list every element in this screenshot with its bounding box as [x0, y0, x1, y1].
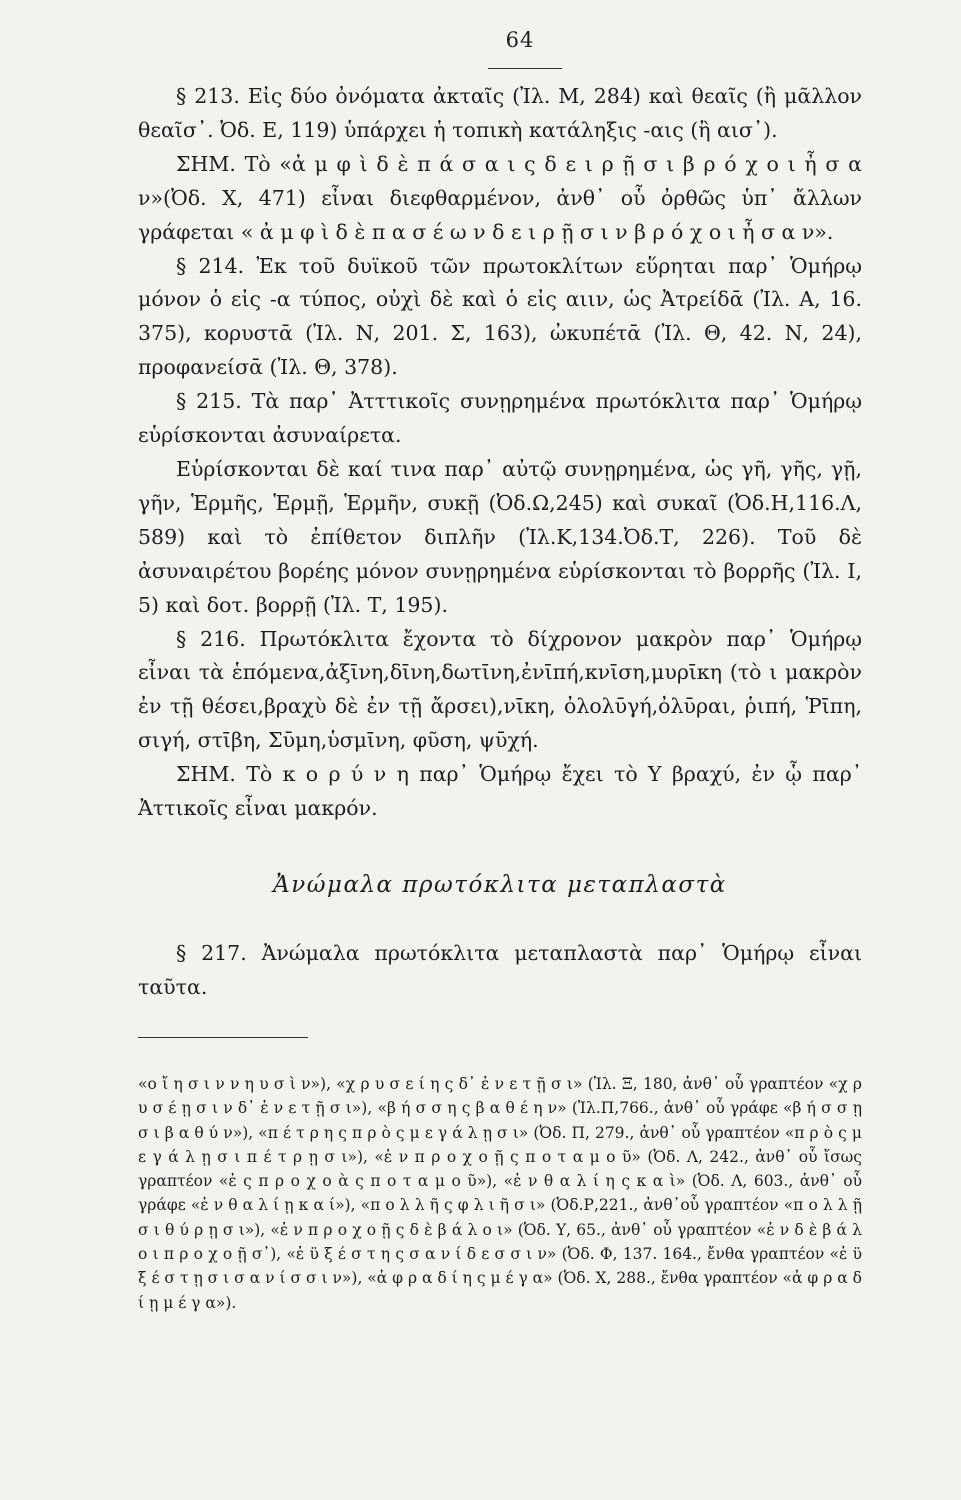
page-number: 64 [505, 28, 535, 52]
header-rule [488, 68, 562, 69]
section-213: § 213. Εἰς δύο ὀνόματα ἀκταῖς (Ἰλ. Μ, 284) καὶ θεαῖς (ἢ μᾶλλον θεαῖσ᾽. Ὀδ. Ε, 119) ὑπάρχει ἡ τοπικὴ κατάληξις -αις (ἢ αισ᾽). [138, 84, 862, 142]
section-215: § 215. Τὰ παρ᾽ Ἀτττικοῖς συνῃρημένα πρωτόκλιτα παρ᾽ Ὁμήρῳ εὑρίσκονται ἀσυναίρετα. [138, 389, 862, 448]
section-217-block [138, 936, 862, 1004]
main-text [138, 80, 862, 826]
section-214: § 214. Ἐκ τοῦ δυϊκοῦ τῶν πρωτοκλίτων εὕρηται παρ᾽ Ὁμήρῳ μόνον ὁ εἰς -α τύπος, οὐχὶ δὲ καὶ ὁ εἰς αιιν, ὡς Ἀτρείδᾱ (Ἰλ. Α, 16. 375), κορυστᾱ (Ἰλ. Ν, 201. Σ, 163), ὠκυπέτᾱ (Ἰλ. Θ, 42. Ν, 24), προφανείσᾱ (Ἰλ. Θ, 378). [138, 253, 862, 380]
section-heading: Ἀνώμαλα πρωτόκλιτα μεταπλαστὰ [273, 872, 727, 898]
footnote [138, 1072, 862, 1315]
footnote-rule [138, 1037, 308, 1038]
section-216: § 216. Πρωτόκλιτα ἔχοντα τὸ δίχρονον μακρὸν παρ᾽ Ὁμήρῳ εἶναι τὰ ἑπόμενα,ἀξῑνη,δῑνη,δωτῑνη,ἐνῑπή,κνῑση,μυρῑκη (τὸ ι μακρὸν ἐν τῇ θέσει,βραχὺ δὲ ἐν τῇ ἄρσει),νῑκη, ὀλολῡγή,ὀλῡραι, ῥιπή, Ῥῑπη, σιγή, στῑβη, Σῡμη,ὑσμῑνη, φῦση, ψῡχή. [138, 626, 862, 753]
note-216: ΣΗΜ. Τὸ κ ο ρ ύ ν η παρ᾽ Ὁμήρῳ ἔχει τὸ Υ βραχύ, ἐν ᾧ παρ᾽ Ἀττικοῖς εἶναι μακρόν. [138, 762, 862, 821]
section-215-cont: Εὑρίσκονται δὲ καί τινα παρ᾽ αὐτῷ συνῃρημένα, ὡς γῆ, γῆς, γῇ, γῆν, Ἑρμῆς, Ἑρμῇ, Ἑρμῆν, συκῇ (Ὀδ.Ω,245) καὶ συκαῖ (Ὀδ.Η,116.Λ, 589) καὶ τὸ ἐπίθετον διπλῆν (Ἰλ.Κ,134.Ὀδ.Τ, 226). Τοῦ δὲ ἀσυναιρέτου βορέης μόνον συνῃρημένα εὑρίσκονται τὸ βορρῆς (Ἰλ. Ι, 5) καὶ δοτ. βορρῇ (Ἰλ. Τ, 195). [138, 456, 862, 617]
footnote-text: «ο ἴ η σ ι ν ν η υ σ ὶ ν»), «χ ρ υ σ ε ί η ς δ᾽ ἐ ν ε τ ῇ σ ι» (Ἰλ. Ξ, 180, ἀνθ᾽ οὗ γραπτέον «χ ρ υ σ έ ῃ σ ι ν δ᾽ ἐ ν ε τ ῇ σ ι»), «β ή σ σ η ς β α θ έ η ν» (Ἰλ.Π,766., ἀνθ᾽ οὗ γράφε «β ή σ σ ῃ σ ι β α θ ύ ν»), «π έ τ ρ η ς π ρ ὸ ς μ ε γ ά λ ῃ σ ι» (Ὀδ. Π, 279., ἀνθ᾽ οὗ γραπτέον «π ρ ὸ ς μ ε γ ά λ ῃ σ ι π έ τ ρ ῃ σ ι»), «ἐ ν π ρ ο χ ο ῇ ς π ο τ α μ ο ῦ» (Ὀδ. Λ, 242., ἀνθ᾽ οὗ ἴσως γραπτέον «ἐ ς π ρ ο χ ο ὰ ς π ο τ α μ ο ῦ»), «ἐ ν θ α λ ί η ς κ α ὶ» (Ὀδ. Λ, 603., ἀνθ᾽ οὗ γράφε «ἐ ν θ α λ ί ῃ κ α ί»), «π ο λ λ ῆ ς φ λ ι ῆ σ ι» (Ὀδ.Ρ,221., ἀνθ᾽οὗ γραπτέον «π ο λ λ ῇ σ ι θ ύ ρ ῃ σ ι»), «ἐ ν π ρ ο χ ο ῇ ς δ ὲ β ά λ ο ι» (Ὀδ. Υ, 65., ἀνθ᾽ οὗ γραπτέον «ἐ ν δ ὲ β ά λ ο ι π ρ ο χ ο ῇ σ᾽), «ἐ ϋ ξ έ σ τ η ς σ α ν ί δ ε σ σ ι ν» (Ὀδ. Φ, 137. 164., ἔνθα γραπτέον «ἐ ϋ ξ έ σ τ ῃ σ ι σ α ν ί σ σ ι ν»), «ἀ φ ρ α δ ί η ς μ έ γ α» (Ὀδ. Χ, 288., ἔνθα γραπτέον «ἀ φ ρ α δ ί ῃ μ έ γ α»). [138, 1075, 862, 1312]
section-217: § 217. Ἀνώμαλα πρωτόκλιτα μεταπλαστὰ παρ᾽ Ὁμήρῳ εἶναι ταῦτα. [138, 941, 862, 999]
note-213: ΣΗΜ. Τὸ «ἀ μ φ ὶ δ ὲ π ά σ α ι ς δ ε ι ρ ῇ σ ι β ρ ό χ ο ι ἦ σ α ν»(Ὀδ. Χ, 471) εἶναι διεφθαρμένον, ἀνθ᾽ οὗ ὀρθῶς ὑπ᾽ ἄλλων γράφεται « ἀ μ φ ὶ δ ὲ π α σ έ ω ν δ ε ι ρ ῇ σ ι ν β ρ ό χ ο ι ἦ σ α ν». [138, 151, 862, 244]
